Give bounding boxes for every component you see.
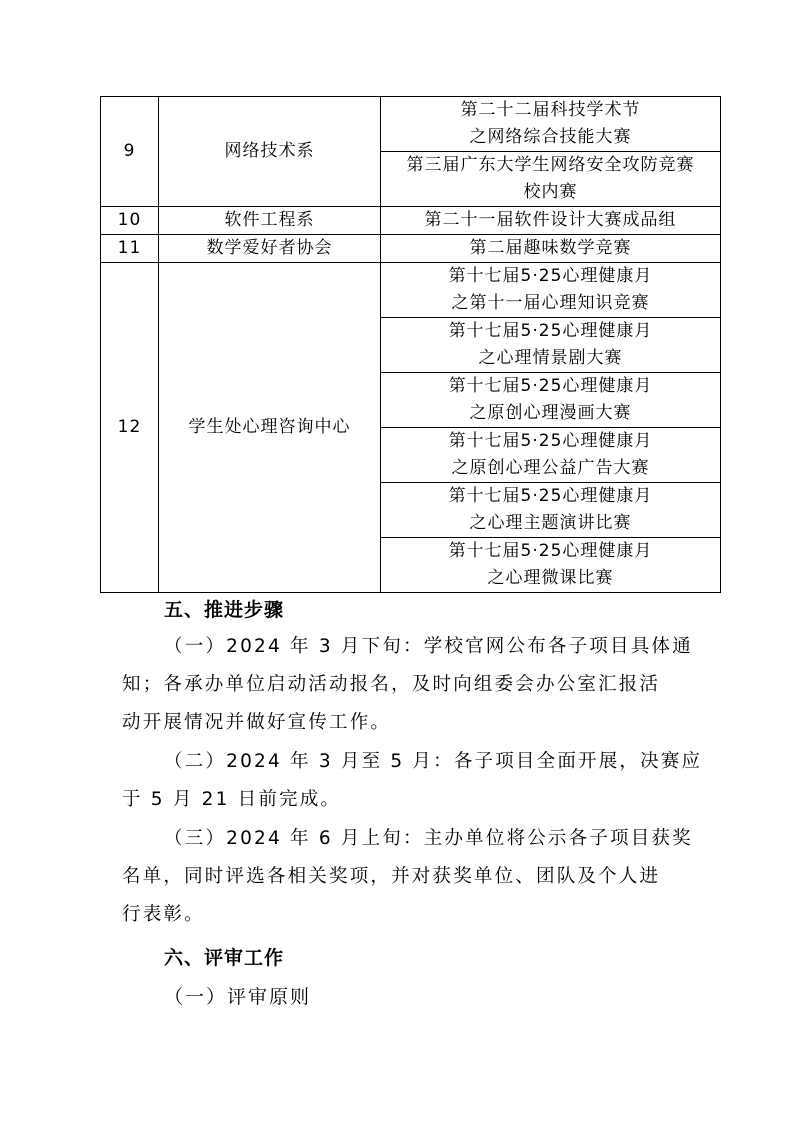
organizing-unit: 学生处心理咨询中心 — [159, 263, 381, 593]
competition-cell — [381, 428, 721, 483]
competition-line: 之第十一届心理知识竞赛 — [451, 293, 650, 313]
paragraph-step-3 — [122, 820, 693, 934]
competition-line: 第二十二届科技学术节 — [460, 100, 641, 120]
paragraph-line: 动开展情况并做好宣传工作。 — [122, 712, 392, 733]
competition-line: 第十七届5·25心理健康月 — [448, 321, 653, 341]
competition-line: 之心理主题演讲比赛 — [469, 513, 632, 533]
competition-table — [100, 96, 721, 593]
competition-cell — [381, 235, 721, 263]
organizing-unit: 数学爱好者协会 — [159, 235, 381, 263]
paragraph-line: 名单，同时评选各相关奖项，并对获奖单位、团队及个人进 — [122, 866, 661, 887]
competition-line: 第二届趣味数学竞赛 — [469, 238, 632, 258]
table-row — [101, 207, 721, 235]
competition-line: 第十七届5·25心理健康月 — [448, 541, 653, 561]
competition-line: 之心理情景剧大赛 — [478, 348, 623, 368]
section-heading-5: 五、推进步骤 — [164, 599, 285, 621]
paragraph-line: 于 5 月 21 日前完成。 — [122, 789, 342, 810]
paragraph-line: （一）2024 年 3 月下旬：学校官网公布各子项目具体通 — [164, 636, 693, 657]
row-number: 11 — [101, 235, 159, 263]
table-row — [101, 97, 721, 152]
paragraph-step-1 — [122, 628, 693, 742]
competition-line: 第十七届5·25心理健康月 — [448, 376, 653, 396]
competition-cell — [381, 152, 721, 207]
paragraph-step-2 — [122, 743, 703, 819]
competition-line: 第三届广东大学生网络安全攻防竞赛 — [406, 155, 695, 175]
competition-line: 第十七届5·25心理健康月 — [448, 431, 653, 451]
competition-line: 第二十一届软件设计大赛成品组 — [424, 210, 677, 230]
organizing-unit: 软件工程系 — [159, 207, 381, 235]
competition-line: 校内赛 — [523, 182, 578, 202]
subsection-heading: （一）评审原则 — [164, 986, 312, 1008]
table-row — [101, 235, 721, 263]
row-number: 10 — [101, 207, 159, 235]
competition-cell — [381, 538, 721, 593]
row-number: 12 — [101, 263, 159, 593]
competition-cell — [381, 483, 721, 538]
competition-cell — [381, 97, 721, 152]
organizing-unit: 网络技术系 — [159, 97, 381, 207]
competition-line: 之网络综合技能大赛 — [469, 127, 632, 147]
competition-line: 第十七届5·25心理健康月 — [448, 486, 653, 506]
section-heading-6: 六、评审工作 — [164, 947, 285, 969]
paragraph-line: 行表彰。 — [122, 904, 205, 925]
competition-cell — [381, 318, 721, 373]
paragraph-line: （三）2024 年 6 月上旬：主办单位将公示各子项目获奖 — [164, 828, 693, 849]
competition-cell — [381, 207, 721, 235]
competition-line: 之原创心理漫画大赛 — [469, 403, 632, 423]
competition-cell — [381, 373, 721, 428]
row-number: 9 — [101, 97, 159, 207]
competition-line: 之心理微课比赛 — [487, 568, 614, 588]
paragraph-line: （二）2024 年 3 月至 5 月：各子项目全面开展，决赛应 — [164, 751, 703, 772]
competition-cell — [381, 263, 721, 318]
competition-line: 第十七届5·25心理健康月 — [448, 266, 653, 286]
table-row — [101, 263, 721, 318]
competition-line: 之原创心理公益广告大赛 — [451, 458, 650, 478]
paragraph-line: 知；各承办单位启动活动报名，及时向组委会办公室汇报活 — [122, 674, 661, 695]
